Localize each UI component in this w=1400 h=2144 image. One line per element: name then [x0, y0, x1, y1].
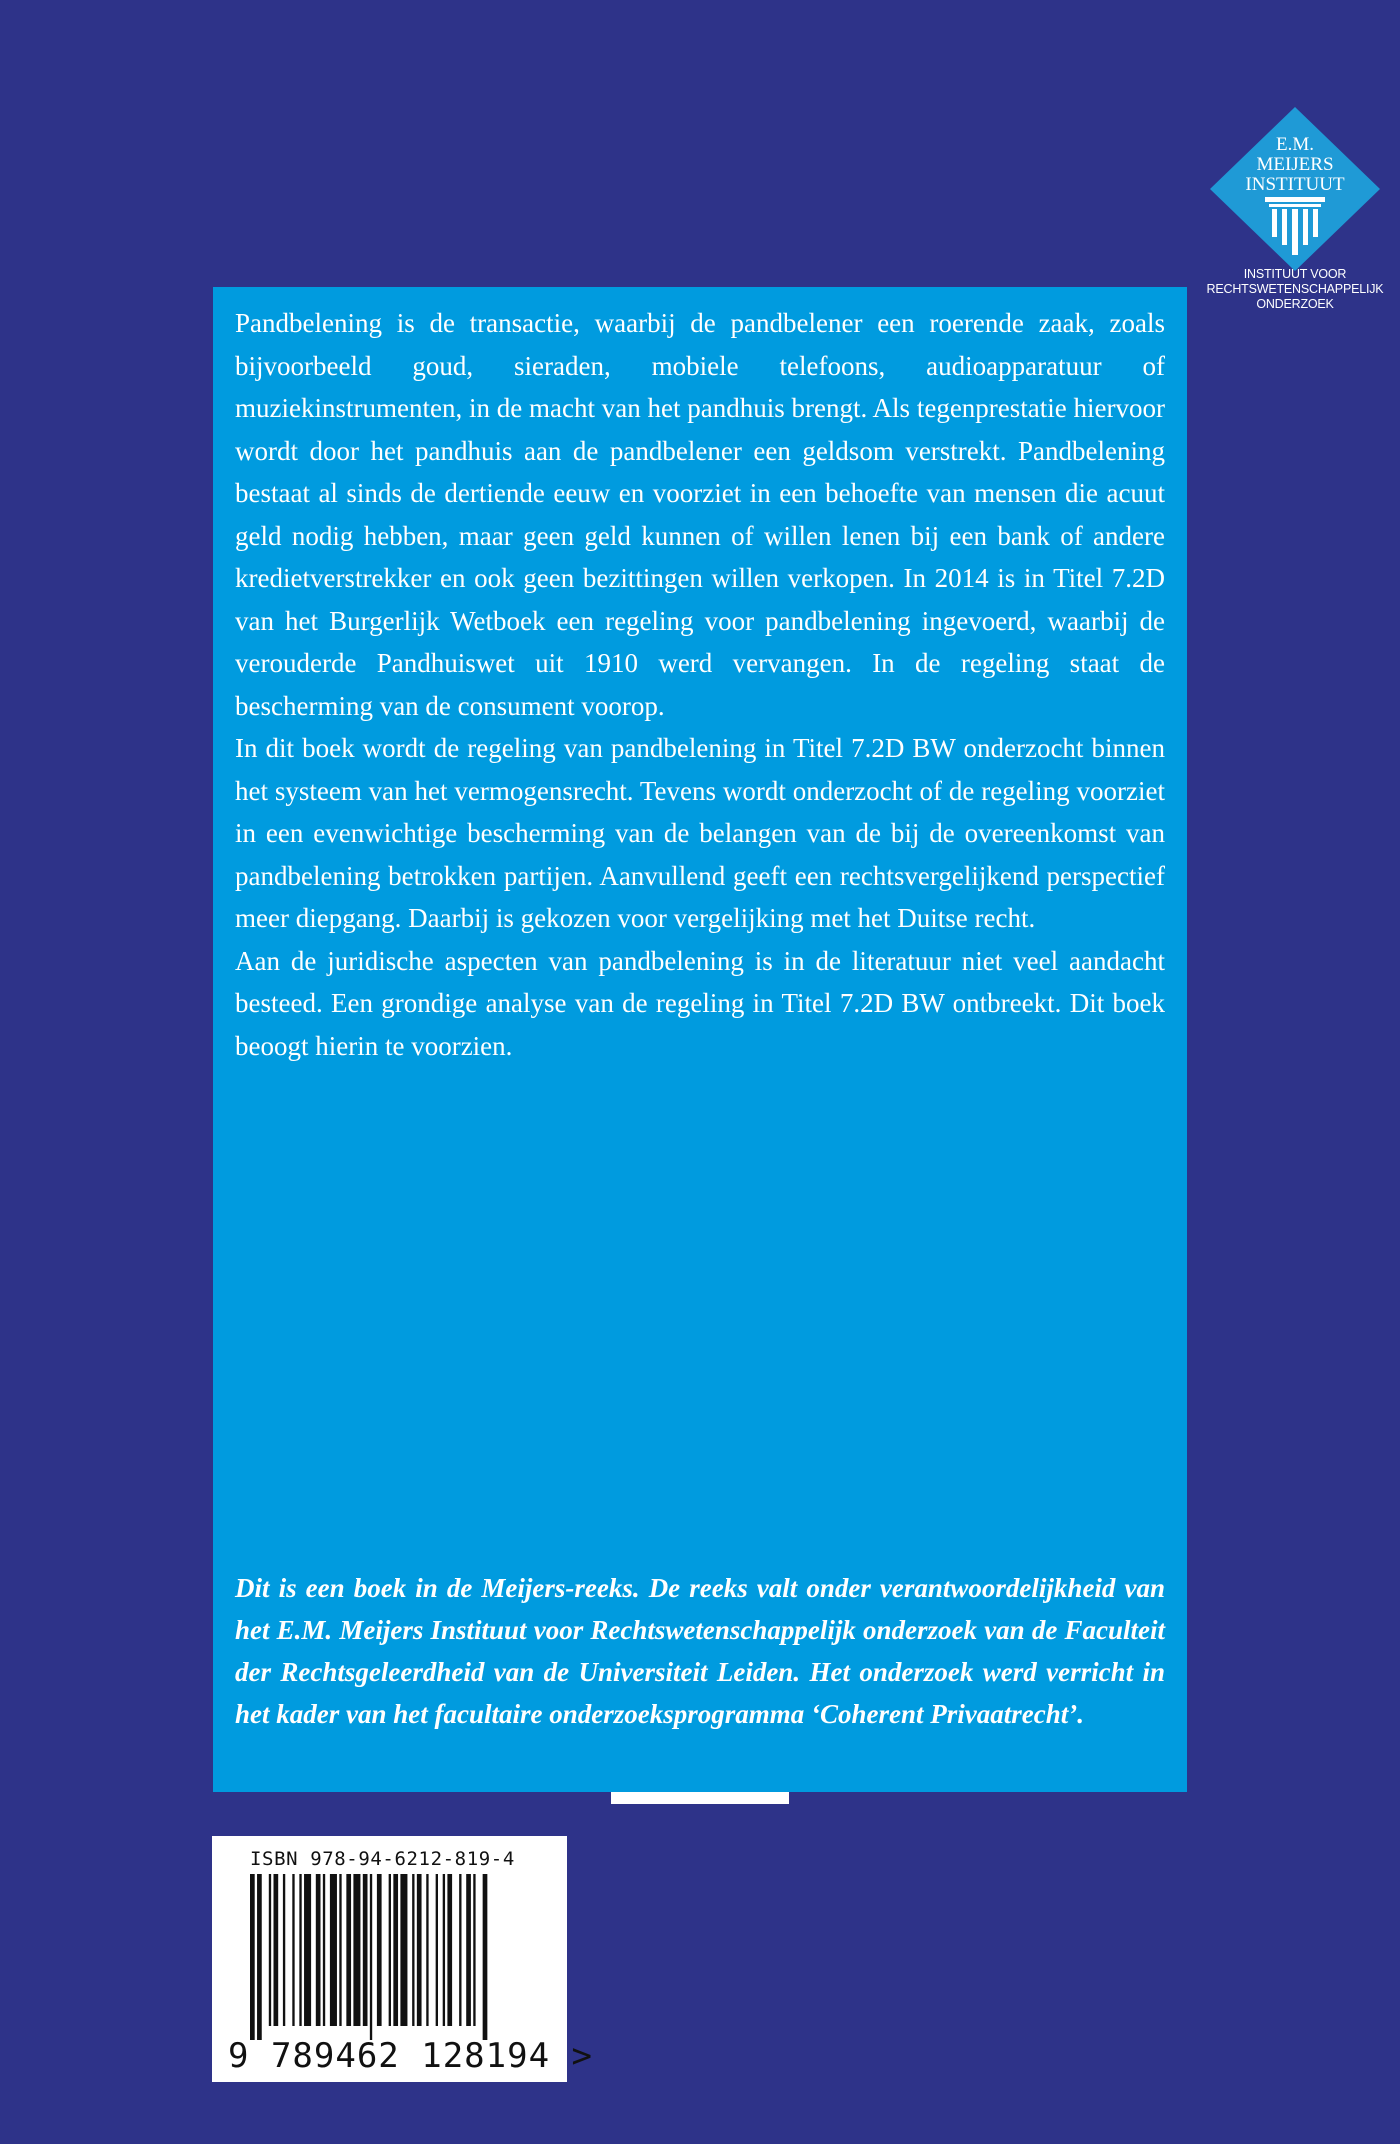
barcode-bar	[330, 1874, 337, 2026]
logo-line-meijers: MEIJERS	[1256, 154, 1334, 175]
barcode-bar	[473, 1874, 475, 2026]
logo-caption-line1: INSTITUUT VOOR	[1243, 267, 1347, 281]
meijers-institute-logo	[1195, 105, 1395, 320]
series-note: Dit is een boek in de Meijers-reeks. De reeks valt onder verantwoordelijkheid van het E.M. Meijers Instituut voor Rechtswetenschappelijk onderzoek van de Faculteit der Rechtsgeleerdheid van de Universiteit Leiden. Het onderzoek werd verricht in het kader van het facultaire onderzoeksprogramma ‘Coherent Privaatrecht’.	[235, 1573, 1165, 1729]
barcode-bar	[436, 1874, 438, 2026]
logo-caption-line2: RECHTSWETENSCHAPPELIJK	[1206, 282, 1384, 296]
barcode-bar	[346, 1874, 351, 2026]
blurb-paragraph-2: In dit boek wordt de regeling van pandbelening in Titel 7.2D BW onderzocht binnen het systeem van het vermogensrecht. Tevens wordt onderzocht of de regeling voorziet in een evenwichtige bescherming van de belangen van de bij de overeenkomst van pandbelening betrokken partijen. Aanvullend geeft een rechtsvergelijkend perspectief meer diepgang. Daarbij is gekozen voor vergelijking met het Duitse recht.	[235, 733, 1165, 933]
barcode-bar	[377, 1874, 382, 2026]
barcode-bar	[257, 1874, 262, 2040]
blurb-paragraph-3: Aan de juridische aspecten van pandbelening is in de literatuur niet veel aandacht besteed. Een grondige analyse van de regeling in Titel 7.2D BW ontbreekt. Dit boek beoogt hierin te voorzien.	[235, 945, 1165, 1061]
barcode-bar	[292, 1874, 294, 2026]
barcode-bar	[459, 1874, 461, 2026]
barcode-bar	[250, 1874, 255, 2040]
barcode-bar	[400, 1874, 407, 2026]
barcode-bars	[250, 1874, 532, 2040]
barcode-bar	[412, 1874, 414, 2026]
blurb-text	[235, 302, 1165, 1067]
barcode-bar	[323, 1874, 325, 2026]
isbn-digits: 9 789462 128194 >	[228, 2036, 593, 2076]
barcode-bar	[304, 1874, 311, 2026]
logo-caption	[1175, 267, 1400, 312]
barcode-bar	[447, 1874, 452, 2026]
barcode-bar	[339, 1874, 341, 2026]
barcode-bar	[269, 1874, 271, 2026]
barcode-bar	[426, 1874, 428, 2026]
barcode-bar	[299, 1874, 301, 2026]
barcode-bar	[417, 1874, 422, 2026]
logo-line-em: E.M.	[1276, 134, 1314, 155]
isbn-label: ISBN 978-94-6212-819-4	[250, 1848, 515, 1870]
barcode-bar	[316, 1874, 321, 2026]
barcode-bar	[283, 1874, 285, 2026]
barcode-bar	[274, 1874, 279, 2026]
blurb-panel	[213, 287, 1187, 1792]
blurb-paragraph-1: Pandbelening is de transactie, waarbij de pandbelener een roerende zaak, zoals bijvoorbeeld goud, sieraden, mobiele telefoons, audioapparatuur of muziekinstrumenten, in de macht van het pandhuis brengt. Als tegenprestatie hiervoor wordt door het pandhuis aan de pandbelener een geldsom verstrekt. Pandbelening bestaat al sinds de dertiende eeuw en voorziet in een behoefte van mensen die acuut geld nodig hebben, maar geen geld kunnen of willen lenen bij een bank of andere kredietverstrekker en ook geen bezittingen willen verkopen. In 2014 is in Titel 7.2D van het Burgerlijk Wetboek een regeling voor pandbelening ingevoerd, waarbij de verouderde Pandhuiswet uit 1910 werd vervangen. In de regeling staat de bescherming van de consument voorop.	[235, 308, 1165, 721]
barcode-bar	[466, 1874, 471, 2026]
barcode-bar	[443, 1874, 445, 2026]
logo-line-instituut: INSTITUUT	[1245, 174, 1345, 195]
barcode-bar	[353, 1874, 360, 2026]
logo-caption-line3: ONDERZOEK	[1256, 297, 1334, 311]
barcode-bar	[363, 1874, 368, 2026]
barcode-bar	[393, 1874, 398, 2026]
barcode-bar	[389, 1874, 391, 2026]
white-strip	[611, 1792, 789, 1804]
barcode-bar	[483, 1874, 488, 2040]
isbn-barcode	[212, 1836, 593, 2082]
barcode-bar	[370, 1874, 372, 2040]
